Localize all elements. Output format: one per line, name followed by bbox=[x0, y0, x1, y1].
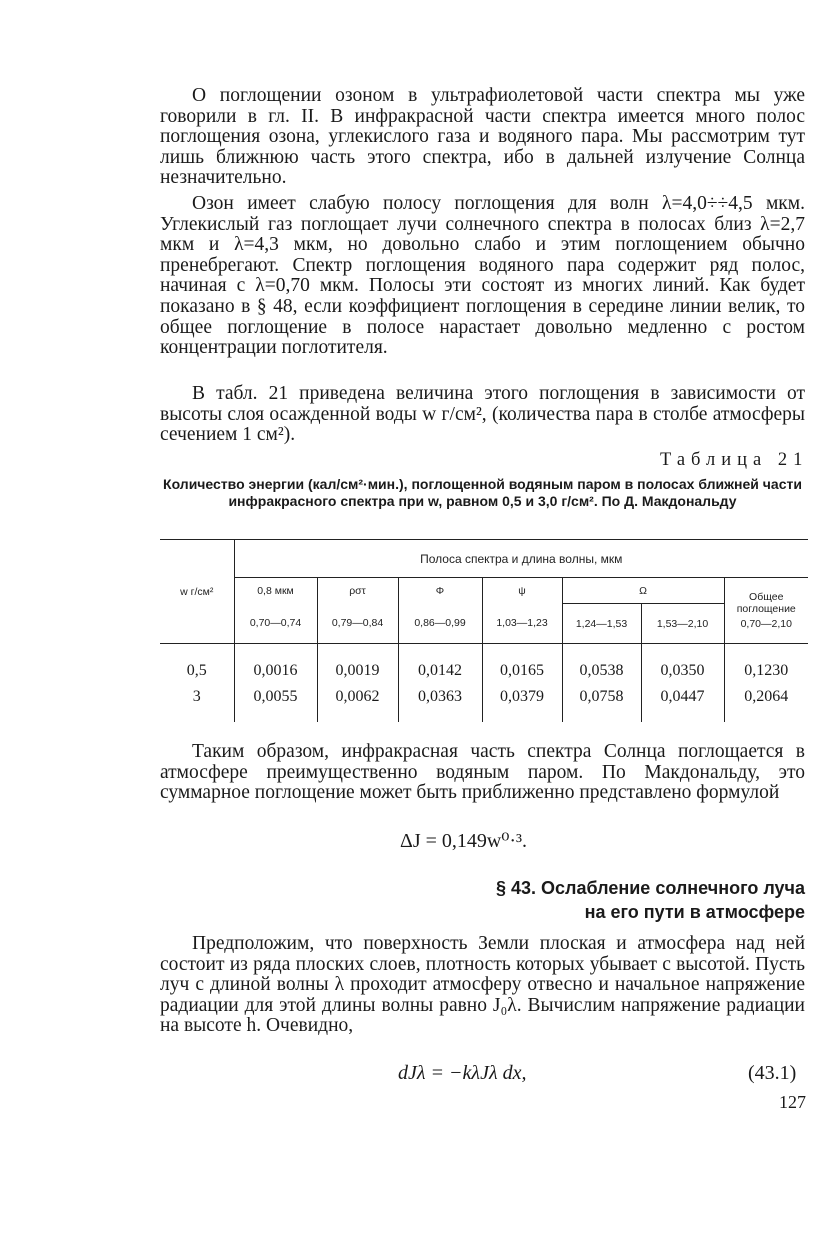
paragraph-conclusion: Таким образом, инфракрасная часть спектра Солнца поглощается в атмосфере преимущественно водяным паром. По Макдональду, это суммарное поглощение может быть приближенно представлено формулой bbox=[160, 741, 805, 804]
total-header-cell bbox=[724, 578, 808, 644]
band-range-5: 0,70—2,10 bbox=[740, 618, 792, 630]
cell-0-1: 0,0019 bbox=[317, 658, 398, 684]
cell-0-0: 0,0016 bbox=[234, 658, 317, 684]
page-number: 127 bbox=[779, 1092, 806, 1112]
section-heading-line2: на его пути в атмосфере bbox=[584, 902, 805, 922]
cell-w-0: 0,5 bbox=[160, 658, 234, 684]
cell-0-4: 0,0538 bbox=[562, 658, 641, 684]
paragraph-absorption-bands: Озон имеет слабую полосу поглощения для волн λ=4,0÷÷4,5 мкм. Углекислый газ поглощает лучи солнечного спектра в полосах близ λ=2,7 мкм и λ=4,3 мкм, но довольно слабо и этим поглощением обычно пренебрегают. Спектр поглощения водяного пара содержит ряд полос, начиная с λ=0,70 мкм. Полосы эти состоят из многих линий. Как будет показано в § 48, если коэффициент поглощения в середине линии велик, то общее поглощение в полосе нарастает довольно медленно с ростом концентрации поглотителя. bbox=[160, 193, 805, 359]
cell-1-1: 0,0062 bbox=[317, 684, 398, 710]
band-name-4: Ω bbox=[562, 578, 724, 604]
band-range-2: 0,86—0,99 bbox=[398, 604, 482, 644]
paragraph-ozone-uv: О поглощении озоном в ультрафиолетовой части спектра мы уже говорили в гл. II. В инфракрасной части спектра имеется много полос поглощения озона, углекислого газа и водяного пара. Мы рассмотрим тут лишь ближнюю часть этого спектра, ибо в дальней излучение Солнца незначительно. bbox=[160, 85, 805, 189]
paragraph-table-reference: В табл. 21 приведена величина этого поглощения в зависимости от высоты слоя осажденной воды w г/см², (количества пара в столбе атмосферы сечением 1 см²). bbox=[160, 383, 805, 446]
table-caption: Количество энергии (кал/см²·мин.), поглощенной водяным паром в полосах ближней части инфракрасного спектра при w, равном 0,5 и 3,0 г/см². По Д. Макдональду bbox=[163, 476, 802, 509]
band-name-3: ψ bbox=[482, 578, 562, 604]
cell-0-2: 0,0142 bbox=[398, 658, 482, 684]
band-name-1: ρστ bbox=[317, 578, 398, 604]
band-range-4a: 1,24—1,53 bbox=[562, 604, 641, 644]
band-name-5: Общее поглощение bbox=[736, 591, 796, 615]
section-heading-line1: § 43. Ослабление солнечного луча bbox=[496, 878, 805, 898]
cell-1-0: 0,0055 bbox=[234, 684, 317, 710]
formula-delta-j: ΔJ = 0,149w⁰·³. bbox=[400, 830, 528, 852]
band-range-0: 0,70—0,74 bbox=[234, 604, 317, 644]
cell-1-4: 0,0758 bbox=[562, 684, 641, 710]
table-row bbox=[160, 658, 808, 684]
group-header: Полоса спектра и длина волны, мкм bbox=[234, 540, 808, 578]
cell-1-2: 0,0363 bbox=[398, 684, 482, 710]
cell-0-3: 0,0165 bbox=[482, 658, 562, 684]
cell-0-5: 0,0350 bbox=[641, 658, 724, 684]
band-name-0: 0,8 мкм bbox=[234, 578, 317, 604]
band-name-2: Φ bbox=[398, 578, 482, 604]
table-number: Таблица 21 bbox=[660, 450, 809, 470]
cell-w-1: 3 bbox=[160, 684, 234, 710]
cell-1-5: 0,0447 bbox=[641, 684, 724, 710]
cell-0-6: 0,1230 bbox=[744, 661, 789, 679]
cell-1-6: 0,2064 bbox=[744, 687, 789, 705]
paragraph-flat-earth: Предположим, что поверхность Земли плоская и атмосфера над ней состоит из ряда плоских слоев, плотность которых убывает с высотой. Пусть луч с длиной волны λ проходит атмосферу отвесно и начальное напряжение радиации для этой длины волны равно J₀λ. Вычислим напряжение радиации на высоте h. Очевидно, bbox=[160, 933, 805, 1037]
band-range-1: 0,79—0,84 bbox=[317, 604, 398, 644]
formula-number: (43.1) bbox=[748, 1062, 797, 1084]
absorption-table bbox=[160, 539, 808, 722]
band-range-4b: 1,53—2,10 bbox=[641, 604, 724, 644]
row-header-w: w г/см² bbox=[160, 540, 234, 644]
band-range-3: 1,03—1,23 bbox=[482, 604, 562, 644]
formula-dj: dJλ = −kλJλ dx, bbox=[398, 1062, 527, 1084]
table-row bbox=[160, 684, 808, 710]
cell-1-3: 0,0379 bbox=[482, 684, 562, 710]
